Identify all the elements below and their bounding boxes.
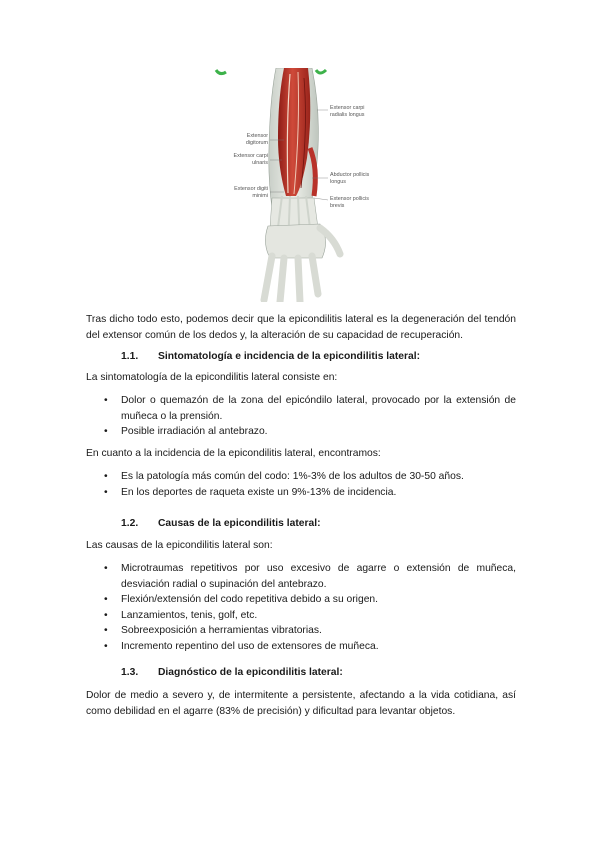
bullet-icon: •: [104, 594, 108, 605]
bullet-icon: •: [104, 395, 108, 406]
bullet-icon: •: [104, 471, 108, 482]
label-abductor-pollicis-longus: Abductor pollicis longus: [330, 172, 370, 185]
section-number: 1.1.: [121, 351, 139, 362]
bullet-icon: •: [104, 563, 108, 574]
bullet-icon: •: [104, 640, 108, 652]
label-extensor-digiti-minimi: Extensor digiti minimi: [234, 186, 268, 199]
list-item: • Posible irradiación al antebrazo.: [86, 424, 516, 440]
section-number: 1.3.: [121, 667, 139, 678]
label-extensor-carpi-radialis-longus: Extensor carpi radialis longus: [330, 105, 365, 118]
section-heading-1-1: [121, 349, 420, 364]
section-title: Causas de la epicondilitis lateral:: [158, 518, 321, 529]
list-item: • Flexión/extensión del codo repetitiva debido a su origen.: [86, 592, 516, 608]
incidence-lead: En cuanto a la incidencia de la epicondilitis lateral, encontramos:: [86, 448, 381, 459]
symptoms-lead: La sintomatología de la epicondilitis lateral consiste en:: [86, 372, 338, 383]
section-title: Diagnóstico de la epicondilitis lateral:: [158, 667, 343, 678]
label-extensor-pollicis-brevis: Extensor pollicis brevis: [330, 196, 369, 209]
bullet-icon: •: [104, 625, 108, 636]
list-item: • Sobreexposición a herramientas vibratorias.: [86, 623, 516, 639]
incidence-list: [86, 469, 516, 500]
causes-lead: Las causas de la epicondilitis lateral son:: [86, 540, 273, 551]
bullet-icon: •: [104, 426, 108, 437]
bullet-icon: •: [104, 609, 108, 621]
bullet-icon: •: [104, 486, 108, 498]
symptoms-list: [86, 393, 516, 440]
diagnosis-paragraph: Dolor de medio a severo y, de intermitente a persistente, afectando a la vida cotidiana, así como debilidad en el agarre (83% de precisión) y dificultad para levantar objetos.: [86, 690, 516, 717]
list-item: • Incremento repentino del uso de extensores de muñeca.: [86, 639, 516, 655]
list-item: • Lanzamientos, tenis, golf, etc.: [86, 608, 516, 624]
section-heading-1-2: [121, 516, 321, 531]
section-title: Sintomatología e incidencia de la epicondilitis lateral:: [158, 351, 421, 362]
label-extensor-carpi-ulnaris: Extensor carpi ulnaris: [233, 153, 268, 166]
list-item: • Microtraumas repetitivos por uso excesivo de agarre o extensión de muñeca, desviación radial o supinación del antebrazo.: [104, 563, 516, 590]
section-heading-1-3: [121, 665, 343, 680]
list-item: • Es la patología más común del codo: 1%-3% de los adultos de 30-50 años.: [86, 469, 516, 485]
list-item: • Dolor o quemazón de la zona del epicóndilo lateral, provocado por la extensión de muñeca o la prensión.: [104, 395, 516, 422]
intro-paragraph: Tras dicho todo esto, podemos decir que la epicondilitis lateral es la degeneración del tendón del extensor común de los dedos y, la alteración de su capacidad de recuperación.: [86, 314, 516, 341]
forearm-anatomy-figure: [212, 68, 387, 302]
section-number: 1.2.: [121, 518, 139, 529]
label-extensor-digitorum: Extensor digitorum: [245, 133, 268, 146]
list-item: • En los deportes de raqueta existe un 9%-13% de incidencia.: [86, 485, 516, 501]
causes-list: [86, 561, 516, 654]
